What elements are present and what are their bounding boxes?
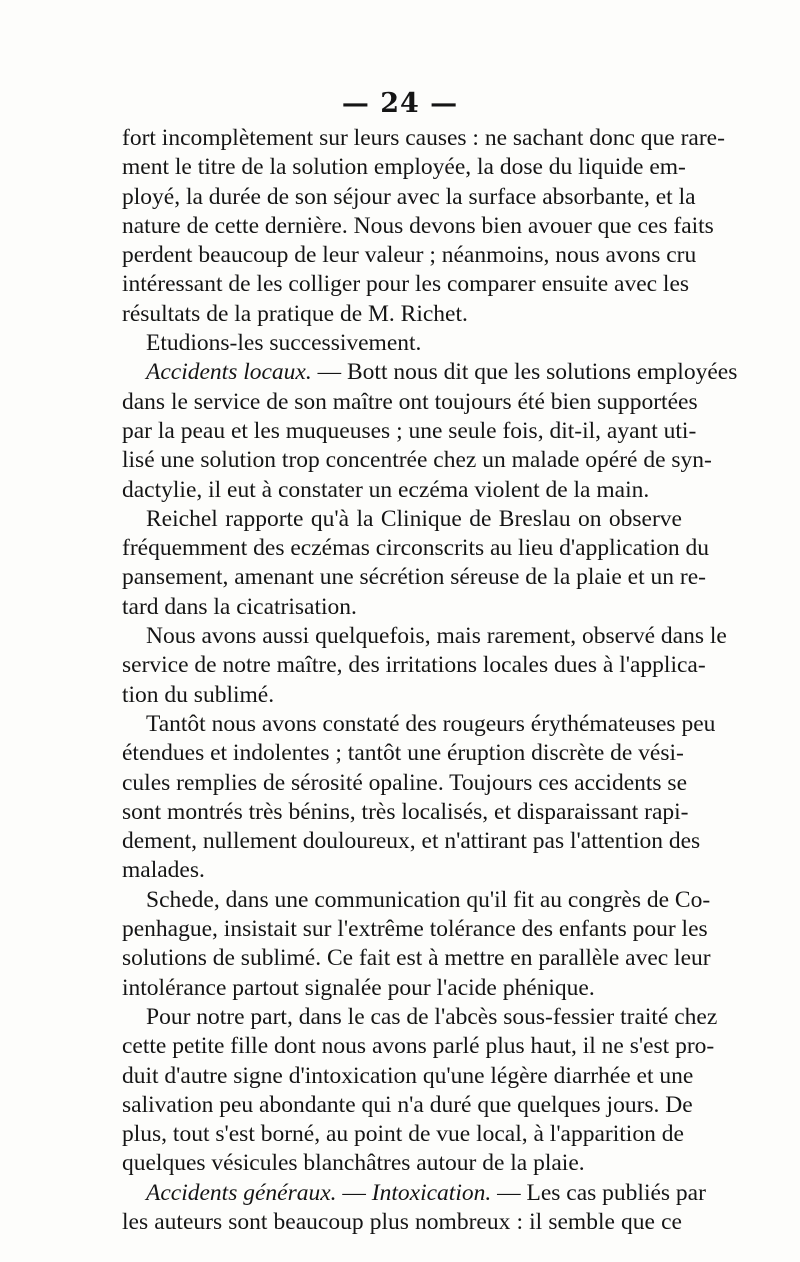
text-line — [122, 856, 682, 885]
text-line — [122, 329, 682, 358]
line-text: quelques vésicules blanchâtres autour de la plaie. — [122, 1150, 585, 1177]
line-text: penhague, insistait sur l'extrême tolérance des enfants pour les — [122, 916, 708, 943]
text-line — [122, 769, 688, 798]
text-line — [122, 1208, 682, 1237]
line-text: Reichel rapporte qu'à la Clinique de Breslau on observe — [146, 505, 682, 532]
line-text: Etudions-les successivement. — [146, 330, 422, 357]
line-text: perdent beaucoup de leur valeur ; néanmoins, nous avons cru — [122, 242, 697, 269]
text-line — [122, 476, 682, 505]
text-line — [122, 681, 682, 710]
text-line — [122, 944, 711, 973]
line-text: sont montrés très bénins, très localisés, et disparaissant rapi- — [122, 798, 689, 825]
line-text: Schede, dans une communication qu'il fit au congrès de Co- — [146, 886, 711, 913]
text-line — [122, 563, 706, 592]
text-line — [122, 1149, 682, 1178]
line-text: intolérance partout signalée pour l'acide phénique. — [122, 974, 595, 1001]
line-text: Pour notre part, dans le cas de l'abcès sous-fessier traité chez — [146, 1003, 718, 1030]
text-line — [122, 212, 714, 241]
line-text: ployé, la durée de son séjour avec la surface absorbante, et la — [122, 183, 696, 210]
text-line — [122, 974, 682, 1003]
line-text: ment le titre de la solution employée, la dose du liquide em- — [122, 154, 686, 181]
line-text: cules remplies de sérosité opaline. Toujours ces accidents se — [122, 769, 688, 796]
text-line — [122, 388, 698, 417]
italic-heading: Intoxication. — [371, 1179, 492, 1206]
line-text: les auteurs sont beaucoup plus nombreux : il semble que ce — [122, 1208, 682, 1235]
line-text: étendues et indolentes ; tantôt une éruption discrète de vési- — [122, 740, 684, 767]
text-line — [122, 1179, 706, 1208]
line-text: Nous avons aussi quelquefois, mais rarement, observé dans le — [146, 623, 727, 650]
text-line — [122, 915, 708, 944]
text-line — [122, 739, 682, 768]
text-line — [122, 124, 725, 153]
line-text: plus, tout s'est borné, au point de vue local, à l'apparition de — [122, 1121, 684, 1148]
text-line — [122, 827, 701, 856]
line-text: Tantôt nous avons constaté des rougeurs érythémateuses peu — [146, 710, 716, 737]
text-line — [122, 300, 682, 329]
text-line — [122, 358, 738, 387]
line-text: — Les cas publiés par — [497, 1179, 706, 1206]
line-text: malades. — [122, 857, 205, 884]
line-text: duit d'autre signe d'intoxication qu'une légère diarrhée et une — [122, 1062, 694, 1089]
text-line — [122, 534, 709, 563]
line-text: tion du sublimé. — [122, 681, 275, 708]
text-line — [122, 798, 689, 827]
text-line — [122, 417, 697, 446]
text-line — [122, 183, 696, 212]
text-line — [122, 1003, 718, 1032]
text-line — [122, 710, 716, 739]
text-line — [122, 1062, 694, 1091]
line-text: — Bott nous dit que les solutions employées — [317, 359, 738, 386]
line-text: nature de cette dernière. Nous devons bien avouer que ces faits — [122, 212, 714, 239]
text-line — [122, 886, 711, 915]
text-line — [122, 651, 706, 680]
line-text: tard dans la cicatrisation. — [122, 593, 357, 620]
text-line — [122, 1091, 693, 1120]
line-text: fort incomplètement sur leurs causes : ne sachant donc que rare- — [122, 125, 725, 151]
line-text: dans le service de son maître ont toujours été bien supportées — [122, 388, 698, 415]
text-line — [122, 153, 686, 182]
line-text: salivation peu abondante qui n'a duré que quelques jours. De — [122, 1091, 693, 1118]
text-line — [122, 593, 682, 622]
line-text: par la peau et les muqueuses ; une seule fois, dit-il, ayant uti- — [122, 417, 697, 444]
text-line — [122, 446, 712, 475]
line-text: fréquemment des eczémas circonscrits au lieu d'application du — [122, 535, 709, 562]
line-text: lisé une solution trop concentrée chez un malade opéré de syn- — [122, 447, 712, 474]
line-text: dactylie, il eut à constater un eczéma violent de la main. — [122, 476, 650, 503]
line-text: cette petite fille dont nous avons parlé plus haut, il ne s'est pro- — [122, 1033, 715, 1060]
body-text — [122, 124, 738, 1237]
line-text: dement, nullement douloureux, et n'attirant pas l'attention des — [122, 828, 701, 855]
text-line — [122, 241, 697, 270]
line-text: intéressant de les colliger pour les comparer ensuite avec les — [122, 271, 690, 298]
line-text: solutions de sublimé. Ce fait est à mettre en parallèle avec leur — [122, 945, 711, 972]
line-text: pansement, amenant une sécrétion séreuse de la plaie et un re- — [122, 564, 706, 591]
text-line — [122, 1120, 682, 1149]
line-text: service de notre maître, des irritations locales dues à l'applica- — [122, 652, 706, 679]
italic-heading: Accidents locaux. — [146, 359, 312, 386]
text-line — [122, 270, 690, 299]
italic-heading: Accidents généraux. — [146, 1179, 337, 1206]
text-line — [122, 1032, 715, 1061]
text-line — [122, 505, 682, 534]
line-text: — — [342, 1179, 372, 1206]
line-text: résultats de la pratique de M. Richet. — [122, 300, 468, 327]
page-number: — 24 — — [341, 88, 459, 119]
text-line — [122, 622, 727, 651]
